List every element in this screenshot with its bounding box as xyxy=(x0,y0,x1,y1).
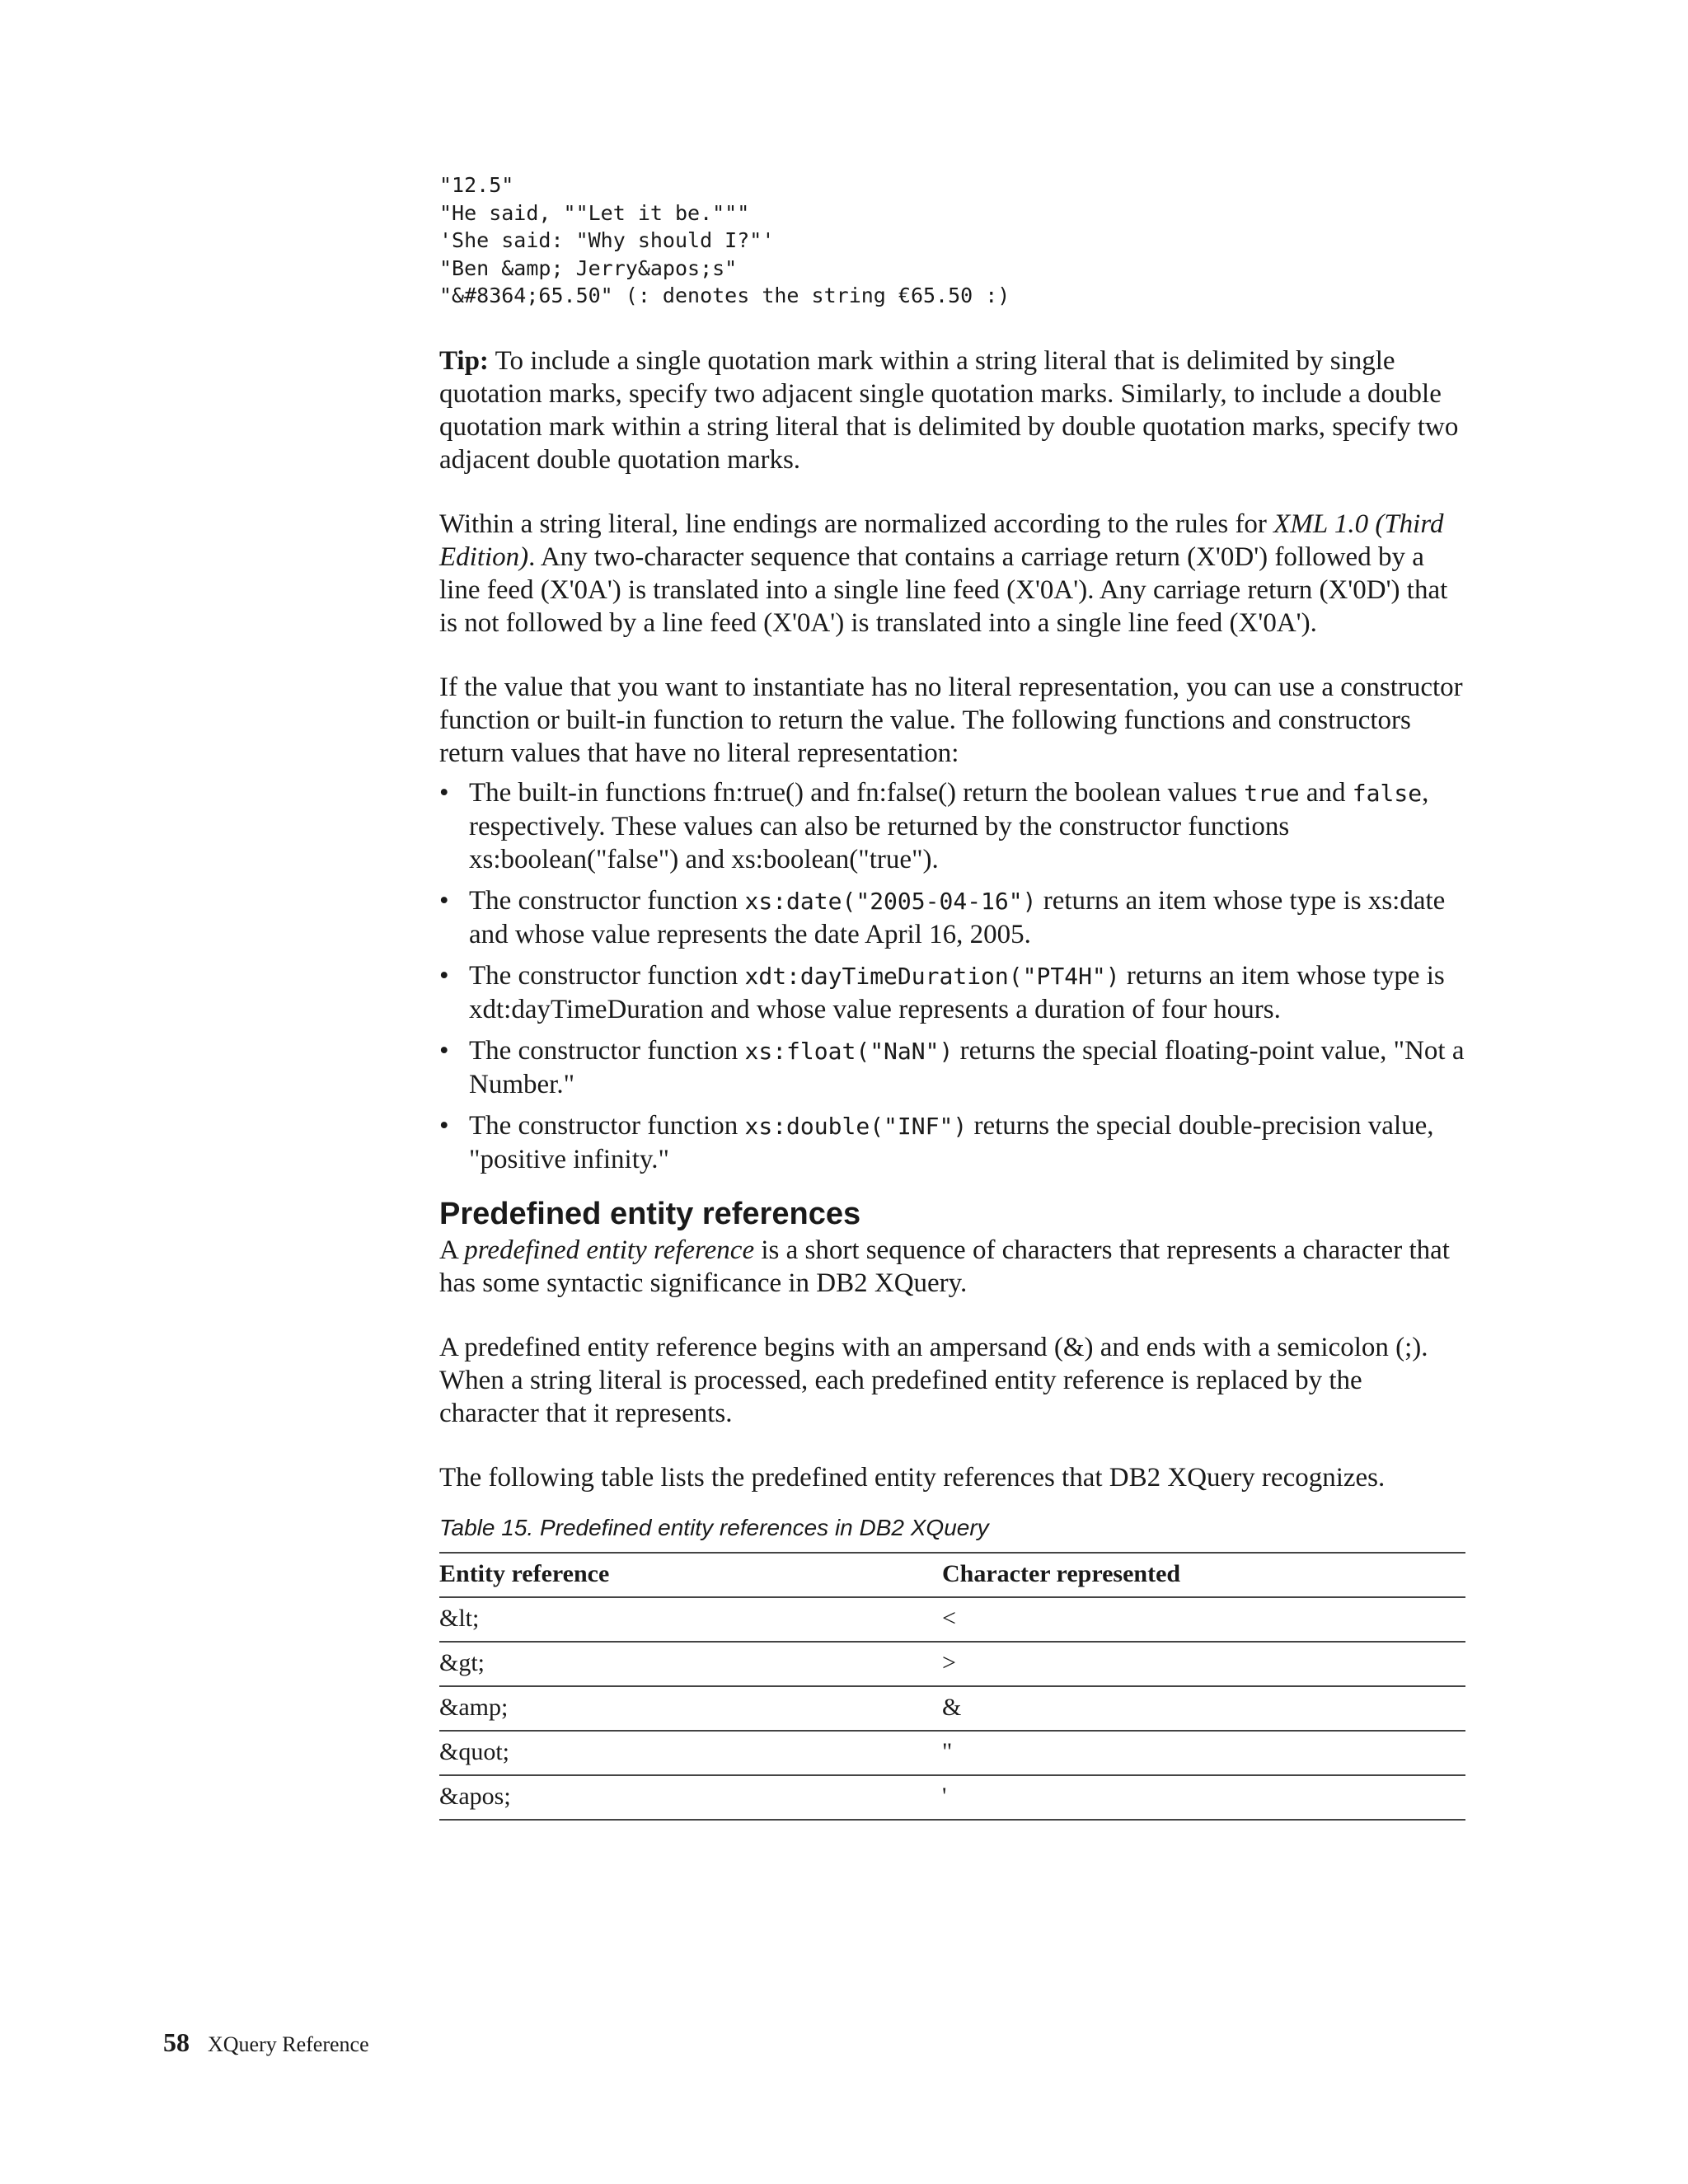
bullet-text: The constructor function xyxy=(469,1035,745,1066)
xml-spec-title: XML 1.0 (Third Edition) xyxy=(439,509,1444,572)
code-example xyxy=(439,171,1465,310)
table-cell: &apos; xyxy=(439,1775,942,1820)
page-content xyxy=(439,171,1465,1821)
bullet-icon: • xyxy=(439,885,449,916)
column-header: Entity reference xyxy=(439,1553,942,1597)
tip-paragraph xyxy=(439,344,1465,476)
bullet-text: The constructor function xyxy=(469,960,745,991)
table-row xyxy=(439,1642,1465,1686)
bullet-list xyxy=(439,776,1465,1176)
list-item xyxy=(439,884,1465,951)
page-number: 58 xyxy=(163,2027,190,2057)
line-endings-text: Within a string literal, line endings are normalized according to the rules for xyxy=(439,509,1267,539)
table-cell: &lt; xyxy=(439,1597,942,1642)
book-title: XQuery Reference xyxy=(208,2032,369,2056)
column-header: Character represented xyxy=(942,1553,1465,1597)
table-cell: &gt; xyxy=(439,1642,942,1686)
table-cell: & xyxy=(942,1686,1465,1731)
line-endings-text-2: . Any two-character sequence that contains a carriage return (X'0D') followed by a line feed (X'0A') is translated into a single line feed (X'0A'). Any carriage return (X'0D') that is not followed by a line feed (X'0A') is translated into a single line feed (X'0A'). xyxy=(439,541,1448,638)
table-cell: ' xyxy=(942,1775,1465,1820)
list-item xyxy=(439,776,1465,876)
table-cell: " xyxy=(942,1731,1465,1775)
constructor-paragraph: If the value that you want to instantiate has no literal representation, you can use a constructor function or built-in function to return the value. The following functions and constructors return values that have no literal representation: xyxy=(439,672,1463,768)
bullet-icon: • xyxy=(439,1035,449,1066)
inline-code: xs:date("2005-04-16") xyxy=(744,887,1037,915)
definition-text-2: is a short sequence of characters that represents a character that has some syntactic significance in DB2 XQuery. xyxy=(439,1235,1450,1298)
code-line: "&#8364;65.50" (: denotes the string €65.50 :) xyxy=(439,284,1010,307)
inline-code: xdt:dayTimeDuration("PT4H") xyxy=(744,962,1120,990)
bullet-icon: • xyxy=(439,960,449,991)
table-cell: > xyxy=(942,1642,1465,1686)
section-heading: Predefined entity references xyxy=(439,1196,861,1231)
code-line: "12.5" xyxy=(439,173,514,197)
definition-paragraph xyxy=(439,1234,1465,1300)
begins-paragraph: A predefined entity reference begins with an ampersand (&) and ends with a semicolon (;). When a string literal is processed, each predefined entity reference is replaced by the character that it represents. xyxy=(439,1332,1428,1428)
table-cell: &amp; xyxy=(439,1686,942,1731)
inline-code: xs:float("NaN") xyxy=(744,1037,954,1065)
bullet-text: , respectively. These values can also be returned by the constructor functions xs:boolean("false") and xs:boolean("true"). xyxy=(469,777,1429,874)
table-row xyxy=(439,1775,1465,1820)
bullet-text: returns an item whose type is xdt:dayTimeDuration and whose value represents a duration of four hours. xyxy=(469,960,1445,1024)
table-intro-paragraph: The following table lists the predefined entity references that DB2 XQuery recognizes. xyxy=(439,1462,1386,1493)
entity-table xyxy=(439,1552,1465,1821)
table-cell: < xyxy=(942,1597,1465,1642)
bullet-text: returns the special double-precision value, "positive infinity." xyxy=(469,1110,1434,1174)
bullet-text: The constructor function xyxy=(469,1110,745,1141)
definition-text: A xyxy=(439,1235,465,1265)
line-endings-paragraph xyxy=(439,508,1465,640)
code-line: "Ben &amp; Jerry&apos;s" xyxy=(439,255,738,280)
bullet-text: and xyxy=(1299,777,1353,808)
code-line: 'She said: "Why should I?"' xyxy=(439,228,775,252)
table-row xyxy=(439,1686,1465,1731)
bullet-icon: • xyxy=(439,777,449,808)
inline-code: true xyxy=(1244,779,1300,807)
bullet-icon: • xyxy=(439,1110,449,1141)
table-row xyxy=(439,1731,1465,1775)
table-caption: Table 15. Predefined entity references in DB2 XQuery xyxy=(439,1514,989,1540)
page-footer xyxy=(163,2026,369,2061)
tip-label: Tip: xyxy=(439,345,489,376)
bullet-text: The built-in functions fn:true() and fn:false() return the boolean values xyxy=(469,777,1245,808)
bullet-text: returns the special floating-point value, "Not a Number." xyxy=(469,1035,1465,1099)
bullet-text: returns an item whose type is xs:date and whose value represents the date April 16, 2005. xyxy=(469,885,1446,949)
tip-text: To include a single quotation mark within a string literal that is delimited by single quotation marks, specify two adjacent single quotation marks. Similarly, to include a double quotation mark within a string literal that is delimited by double quotation marks, specify two adjacent double quotation marks. xyxy=(439,345,1459,475)
table-header-row xyxy=(439,1553,1465,1597)
table-cell: &quot; xyxy=(439,1731,942,1775)
bullet-text: The constructor function xyxy=(469,885,745,916)
list-item xyxy=(439,1109,1465,1176)
inline-code: xs:double("INF") xyxy=(744,1112,968,1140)
inline-code: false xyxy=(1352,779,1423,807)
list-item xyxy=(439,959,1465,1026)
code-line: "He said, ""Let it be.""" xyxy=(439,200,750,225)
list-item xyxy=(439,1034,1465,1101)
defined-term: predefined entity reference xyxy=(464,1235,755,1265)
table-row xyxy=(439,1597,1465,1642)
